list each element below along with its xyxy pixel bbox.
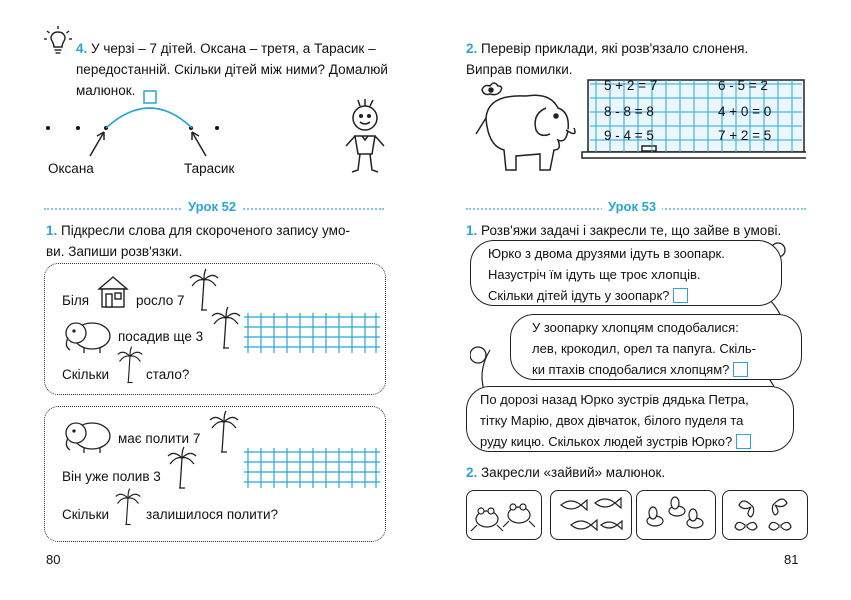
- equation-5: 9 - 4 = 5: [604, 128, 654, 143]
- p1-text-posadyv: посадив ще 3: [118, 329, 204, 344]
- task1-left-line2: ви. Запиши розв'язки.: [46, 244, 183, 259]
- palm-tree-icon: [210, 306, 242, 350]
- bubble2-text: [532, 317, 756, 380]
- palm-tree-icon: [116, 344, 144, 386]
- equation-2: 6 - 5 = 2: [718, 78, 768, 93]
- lesson53-title: Урок 53: [602, 199, 662, 214]
- bubble1-line1: Юрко з двома друзями ідуть в зоопарк.: [488, 246, 725, 261]
- bubble2-line3: ки птахів сподобалися хлопцям?: [532, 362, 730, 377]
- p1-text-biliya: Біля: [62, 293, 90, 308]
- lesson52-title: Урок 52: [182, 199, 242, 214]
- bubble2-line2: лев, крокодил, орел та папуга. Скіль-: [532, 341, 757, 356]
- picture-box-fish[interactable]: [550, 490, 632, 540]
- bubble1-line2: Назустріч їм ідуть ще троє хлопців.: [488, 267, 701, 282]
- bubble1-text: [488, 243, 725, 306]
- task4-line3: малюнок.: [76, 83, 136, 98]
- palm-tree-icon: [166, 446, 198, 490]
- task1-left-text: [46, 220, 396, 262]
- equation-6: 7 + 2 = 5: [718, 128, 772, 143]
- task1-left-line1: Підкресли слова для скороченого запису умо-: [61, 223, 350, 238]
- task2b-text: [466, 462, 665, 483]
- label-oksana: Оксана: [48, 161, 94, 176]
- queue-dot: [46, 126, 50, 130]
- bubble1-line3: Скільки дітей ідуть у зоопарк?: [488, 288, 670, 303]
- p2-text-zalyshylosya: залишилося полити?: [146, 507, 279, 522]
- p2-text-mae: має полити 7: [118, 431, 201, 446]
- house-icon: [96, 275, 130, 309]
- picture-box-bees[interactable]: [636, 490, 716, 540]
- p2-text-poliv: Він уже полив 3: [62, 469, 161, 484]
- answer-box[interactable]: [733, 362, 748, 377]
- picture-box-frogs[interactable]: [466, 490, 542, 540]
- elephant-icon: [62, 418, 114, 454]
- task2b-number: 2.: [466, 465, 478, 480]
- answer-box[interactable]: [673, 288, 688, 303]
- lightbulb-icon: [44, 26, 72, 56]
- task1-left-number: 1.: [46, 223, 58, 238]
- p1-text-stalo: стало?: [146, 367, 190, 382]
- answer-grid-1[interactable]: [244, 313, 380, 353]
- p1-text-roslo: росло 7: [136, 293, 185, 308]
- p2-text-skilky: Скільки: [62, 507, 110, 522]
- label-tarasyk: Тарасик: [184, 161, 235, 176]
- picture-box-butterflies[interactable]: [722, 490, 808, 540]
- bubble3-line2: тітку Марію, двох дівчаток, білого пуделя та: [480, 413, 744, 428]
- task4-line2: передостанній. Скільки дітей між ними? Домалюй: [76, 62, 388, 77]
- page-number-right: 81: [784, 552, 799, 567]
- boy-drawing: [340, 98, 390, 178]
- task1-right-line: Розв'яжи задачі і закресли те, що зайве в умові.: [481, 223, 782, 238]
- task2-right-text: [466, 38, 806, 80]
- task2b-line: Закресли «зайвий» малюнок.: [481, 465, 666, 480]
- p1-text-skilky: Скільки: [62, 367, 110, 382]
- equation-4: 4 + 0 = 0: [718, 104, 772, 119]
- answer-grid-2[interactable]: [244, 448, 380, 488]
- task4-line1: У черзі – 7 дітей. Оксана – третя, а Тарасик –: [91, 41, 376, 56]
- bee-icon: [637, 491, 715, 539]
- equation-3: 8 - 8 = 8: [604, 104, 654, 119]
- task2-right-line1: Перевір приклади, які розв'язало слоненя.: [481, 41, 749, 56]
- palm-tree-icon: [114, 486, 142, 528]
- task4-number: 4.: [76, 41, 88, 56]
- elephant-icon: [62, 318, 114, 354]
- answer-box[interactable]: [736, 434, 751, 449]
- task2-right-line2: Виправ помилки.: [466, 62, 573, 77]
- bubble3-text: [480, 389, 751, 452]
- page-number-left: 80: [46, 552, 61, 567]
- task1-right-number: 1.: [466, 223, 478, 238]
- butterfly-icon: [723, 491, 807, 539]
- bubble3-line1: По дорозі назад Юрко зустрів дядька Петра,: [480, 392, 749, 407]
- task2-right-number: 2.: [466, 41, 478, 56]
- fish-icon: [551, 491, 631, 539]
- task1-right-text: [466, 220, 816, 241]
- bubble2-line1: У зоопарку хлопцям сподобалися:: [532, 320, 739, 335]
- bubble3-line3: руду кицю. Скількох людей зустрів Юрко?: [480, 434, 733, 449]
- equation-1: 5 + 2 = 7: [604, 78, 658, 93]
- frog-icon: [467, 491, 541, 539]
- palm-tree-icon: [208, 410, 240, 454]
